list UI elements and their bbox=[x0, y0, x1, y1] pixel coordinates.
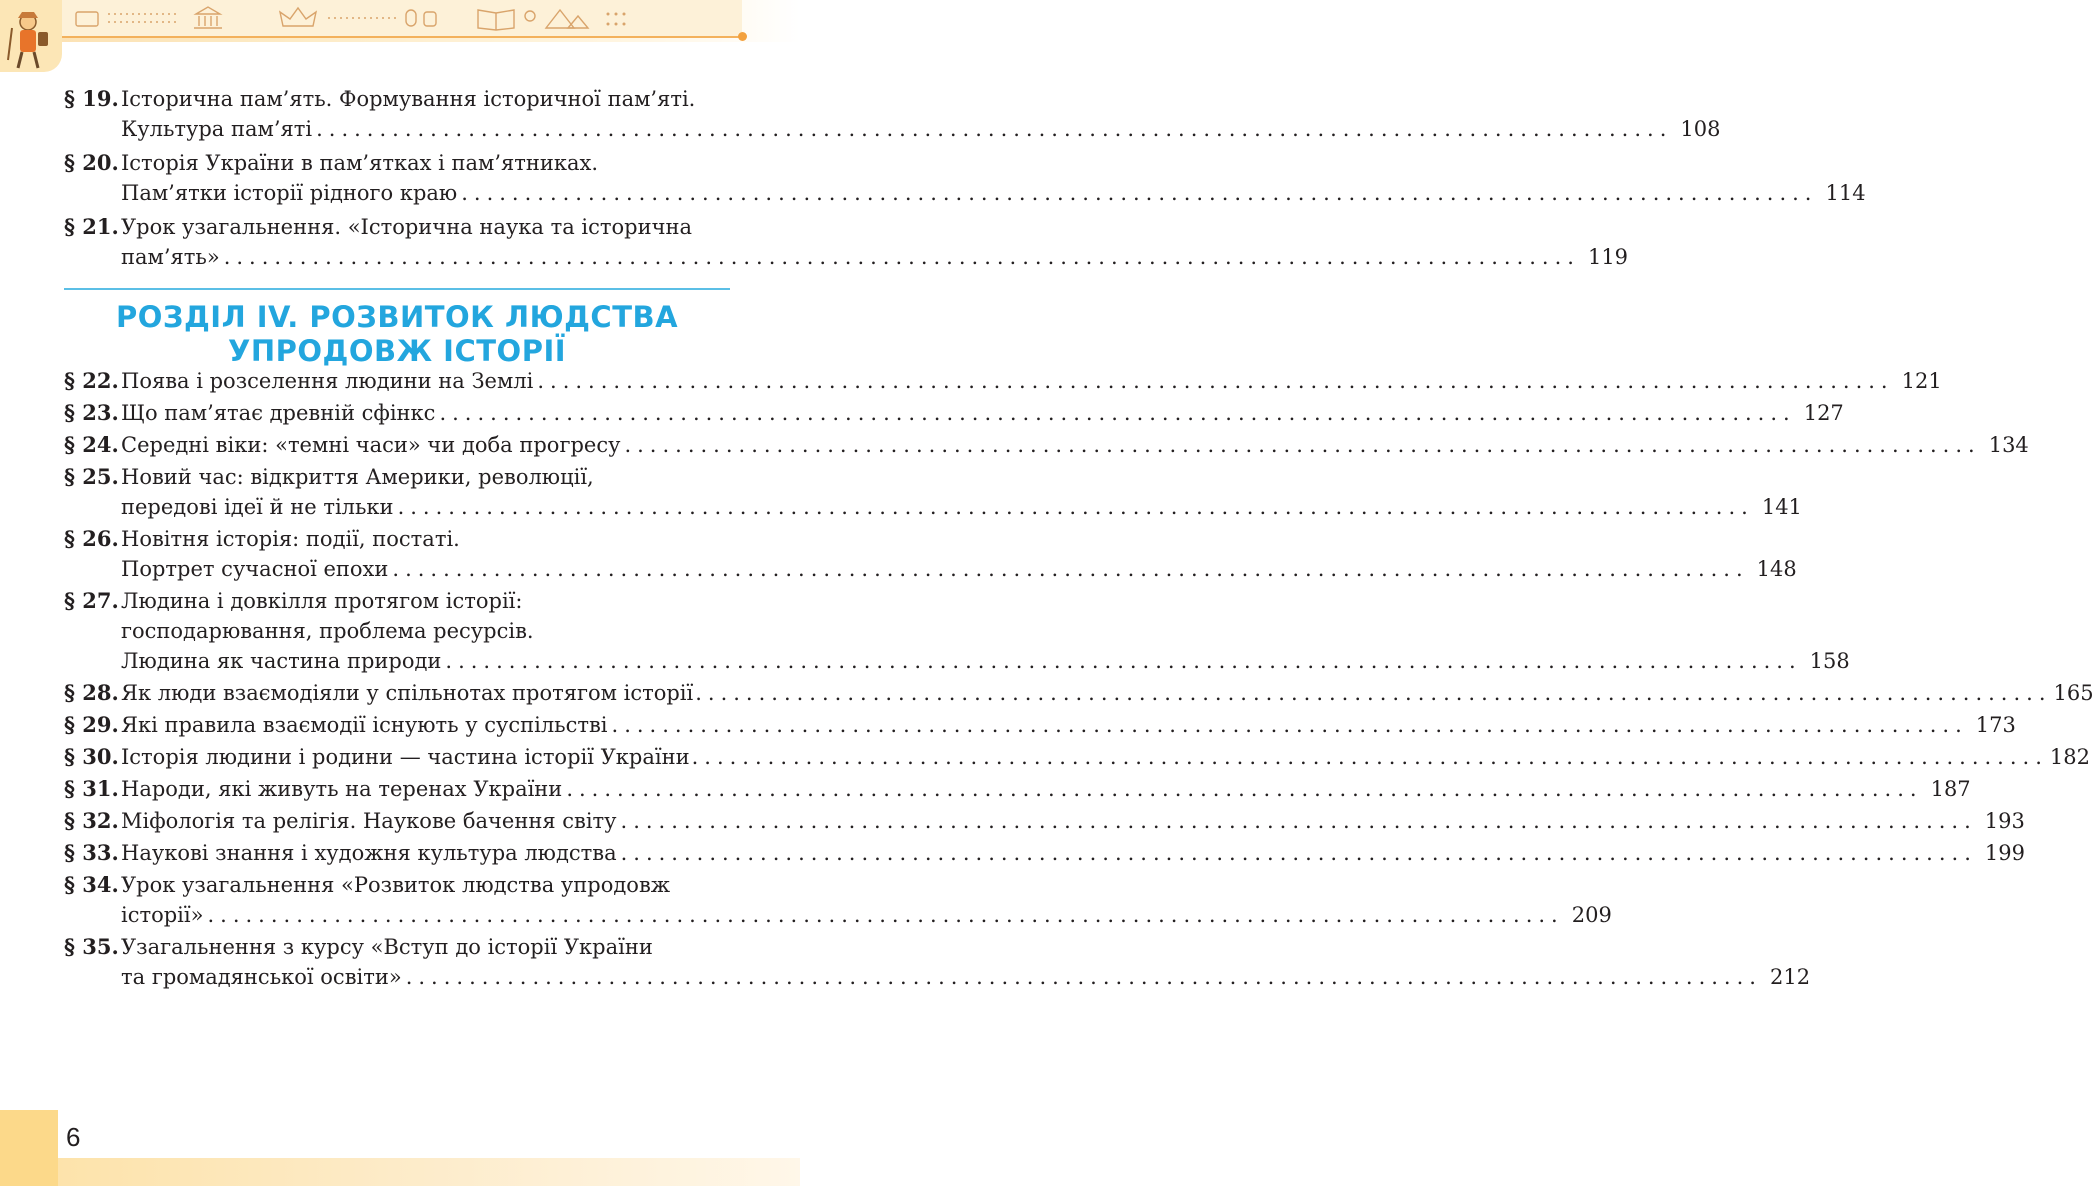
entry-title: Узагальнення з курсу «Вступ до історії України bbox=[121, 935, 653, 959]
entry-page: 127 bbox=[1803, 401, 1844, 425]
section-divider bbox=[64, 288, 730, 290]
leader-dots bbox=[316, 114, 1672, 144]
leader-dots bbox=[439, 398, 1795, 428]
leader-dots bbox=[445, 646, 1801, 676]
entry-title: Культура пам’яті bbox=[121, 117, 313, 141]
leader-dots bbox=[624, 430, 1980, 460]
toc-entry[interactable] bbox=[64, 84, 1721, 144]
entry-page: 108 bbox=[1680, 117, 1721, 141]
entry-title: Міфологія та релігія. Наукове бачення світу bbox=[121, 809, 617, 833]
pyramid-icon bbox=[546, 10, 588, 28]
entry-page: 182 bbox=[2049, 745, 2090, 769]
entry-page: 209 bbox=[1571, 903, 1612, 927]
entry-page: 212 bbox=[1769, 965, 1811, 989]
section-heading-line: УПРОДОВЖ ІСТОРІЇ bbox=[227, 334, 567, 368]
entry-page: 148 bbox=[1756, 557, 1797, 581]
toc-section-previous bbox=[64, 84, 1866, 276]
page-number: 6 bbox=[66, 1122, 81, 1152]
leader-dots bbox=[692, 742, 2048, 772]
museum-icon bbox=[194, 7, 222, 28]
leader-dots bbox=[392, 554, 1748, 584]
header-decoration bbox=[68, 4, 668, 32]
entry-title: та громадянської освіти» bbox=[121, 965, 402, 989]
entry-title: Людина і довкілля протягом історії: bbox=[121, 589, 523, 613]
toc-entry[interactable] bbox=[64, 806, 2025, 836]
leader-dots bbox=[537, 366, 1893, 396]
entry-number: § 27. bbox=[64, 588, 119, 613]
entry-page: 121 bbox=[1901, 369, 1942, 393]
entry-number: § 25. bbox=[64, 464, 119, 489]
entry-number: § 30. bbox=[64, 744, 119, 769]
crown-icon bbox=[280, 8, 316, 26]
toc-entry[interactable] bbox=[64, 212, 1629, 272]
leader-dots bbox=[398, 492, 1754, 522]
book-icon bbox=[478, 10, 535, 30]
entry-title: Що пам’ятає древній сфінкс bbox=[121, 401, 436, 425]
entry-number: § 20. bbox=[64, 150, 119, 175]
entry-number: § 34. bbox=[64, 872, 119, 897]
section-heading bbox=[64, 300, 730, 368]
entry-title: Новітня історія: події, постаті. bbox=[121, 527, 460, 551]
toc-entry[interactable] bbox=[64, 678, 2094, 708]
toc-entry[interactable] bbox=[64, 462, 1802, 522]
entry-page: 119 bbox=[1587, 245, 1629, 269]
entry-page: 165 bbox=[2053, 681, 2094, 705]
header-rule bbox=[60, 36, 742, 38]
toc-entry[interactable] bbox=[64, 742, 2090, 772]
entry-title: Історія людини і родини — частина історії України bbox=[121, 745, 690, 769]
entry-number: § 29. bbox=[64, 712, 119, 737]
footer-band bbox=[58, 1158, 800, 1186]
entry-page: 134 bbox=[1988, 433, 2029, 457]
toc-entry[interactable] bbox=[64, 932, 1811, 992]
entry-number: § 31. bbox=[64, 776, 119, 801]
toc-entry[interactable] bbox=[64, 524, 1797, 584]
entry-title: господарювання, проблема ресурсів. bbox=[121, 619, 534, 643]
leader-dots bbox=[207, 900, 1563, 930]
toc-entry[interactable] bbox=[64, 430, 2029, 460]
entry-number: § 21. bbox=[64, 214, 119, 239]
entry-title: Урок узагальнення. «Історична наука та історична bbox=[121, 215, 692, 239]
entry-title: Поява і розселення людини на Землі bbox=[121, 369, 534, 393]
footer-corner bbox=[0, 1110, 58, 1186]
entry-title: Як люди взаємодіяли у спільнотах протягом історії bbox=[121, 681, 694, 705]
toc-entry[interactable] bbox=[64, 774, 1971, 804]
entry-page: 158 bbox=[1809, 649, 1850, 673]
entry-title: Урок узагальнення «Розвиток людства упродовж bbox=[121, 873, 671, 897]
toc-entry[interactable] bbox=[64, 148, 1866, 208]
section-heading-line: РОЗДІЛ IV. РОЗВИТОК ЛЮДСТВА bbox=[115, 300, 679, 334]
entry-number: § 33. bbox=[64, 840, 119, 865]
corner-block bbox=[0, 0, 62, 72]
leader-dots bbox=[566, 774, 1922, 804]
toc-entry[interactable] bbox=[64, 838, 2025, 868]
entry-number: § 26. bbox=[64, 526, 119, 551]
entry-title: передові ідеї й не тільки bbox=[121, 495, 394, 519]
entry-page: 173 bbox=[1975, 713, 2016, 737]
entry-page: 199 bbox=[1984, 841, 2025, 865]
traveler-icon bbox=[0, 0, 62, 72]
leader-dots bbox=[612, 710, 1968, 740]
leader-dots bbox=[621, 838, 1977, 868]
toc-entry[interactable] bbox=[64, 710, 2016, 740]
toc-entry[interactable] bbox=[64, 586, 1850, 676]
entry-number: § 19. bbox=[64, 86, 119, 111]
entry-title: Людина як частина природи bbox=[121, 649, 442, 673]
entry-title: пам’ять» bbox=[121, 245, 220, 269]
entry-number: § 24. bbox=[64, 432, 119, 457]
leader-dots bbox=[224, 242, 1580, 272]
entry-page: 193 bbox=[1984, 809, 2025, 833]
leader-dots bbox=[406, 962, 1762, 992]
entry-title: Середні віки: «темні часи» чи доба прогресу bbox=[121, 433, 621, 457]
entry-number: § 28. bbox=[64, 680, 119, 705]
entry-page: 141 bbox=[1761, 495, 1802, 519]
entry-number: § 23. bbox=[64, 400, 119, 425]
entry-page: 114 bbox=[1825, 181, 1866, 205]
entry-title: Історична пам’ять. Формування історичної пам’яті. bbox=[121, 87, 696, 111]
leader-dots bbox=[461, 178, 1817, 208]
entry-title: Народи, які живуть на теренах України bbox=[121, 777, 563, 801]
header-dot bbox=[738, 32, 747, 41]
toc-entry[interactable] bbox=[64, 366, 1942, 396]
entry-number: § 32. bbox=[64, 808, 119, 833]
toc-section-iv bbox=[64, 366, 2094, 994]
entry-title: Історія України в пам’ятках і пам’ятниках. bbox=[121, 151, 599, 175]
entry-page: 187 bbox=[1930, 777, 1971, 801]
leader-dots bbox=[621, 806, 1977, 836]
entry-title: Які правила взаємодії існують у суспільстві bbox=[121, 713, 608, 737]
toc-entry[interactable] bbox=[64, 398, 1844, 428]
toc-entry[interactable] bbox=[64, 870, 1612, 930]
entry-number: § 35. bbox=[64, 934, 119, 959]
entry-title: історії» bbox=[121, 903, 204, 927]
entry-title: Новий час: відкриття Америки, революції, bbox=[121, 465, 594, 489]
leader-dots bbox=[695, 678, 2051, 708]
entry-title: Пам’ятки історії рідного краю bbox=[121, 181, 458, 205]
entry-title: Наукові знання і художня культура людства bbox=[121, 841, 617, 865]
entry-title: Портрет сучасної епохи bbox=[121, 557, 389, 581]
entry-number: § 22. bbox=[64, 368, 119, 393]
